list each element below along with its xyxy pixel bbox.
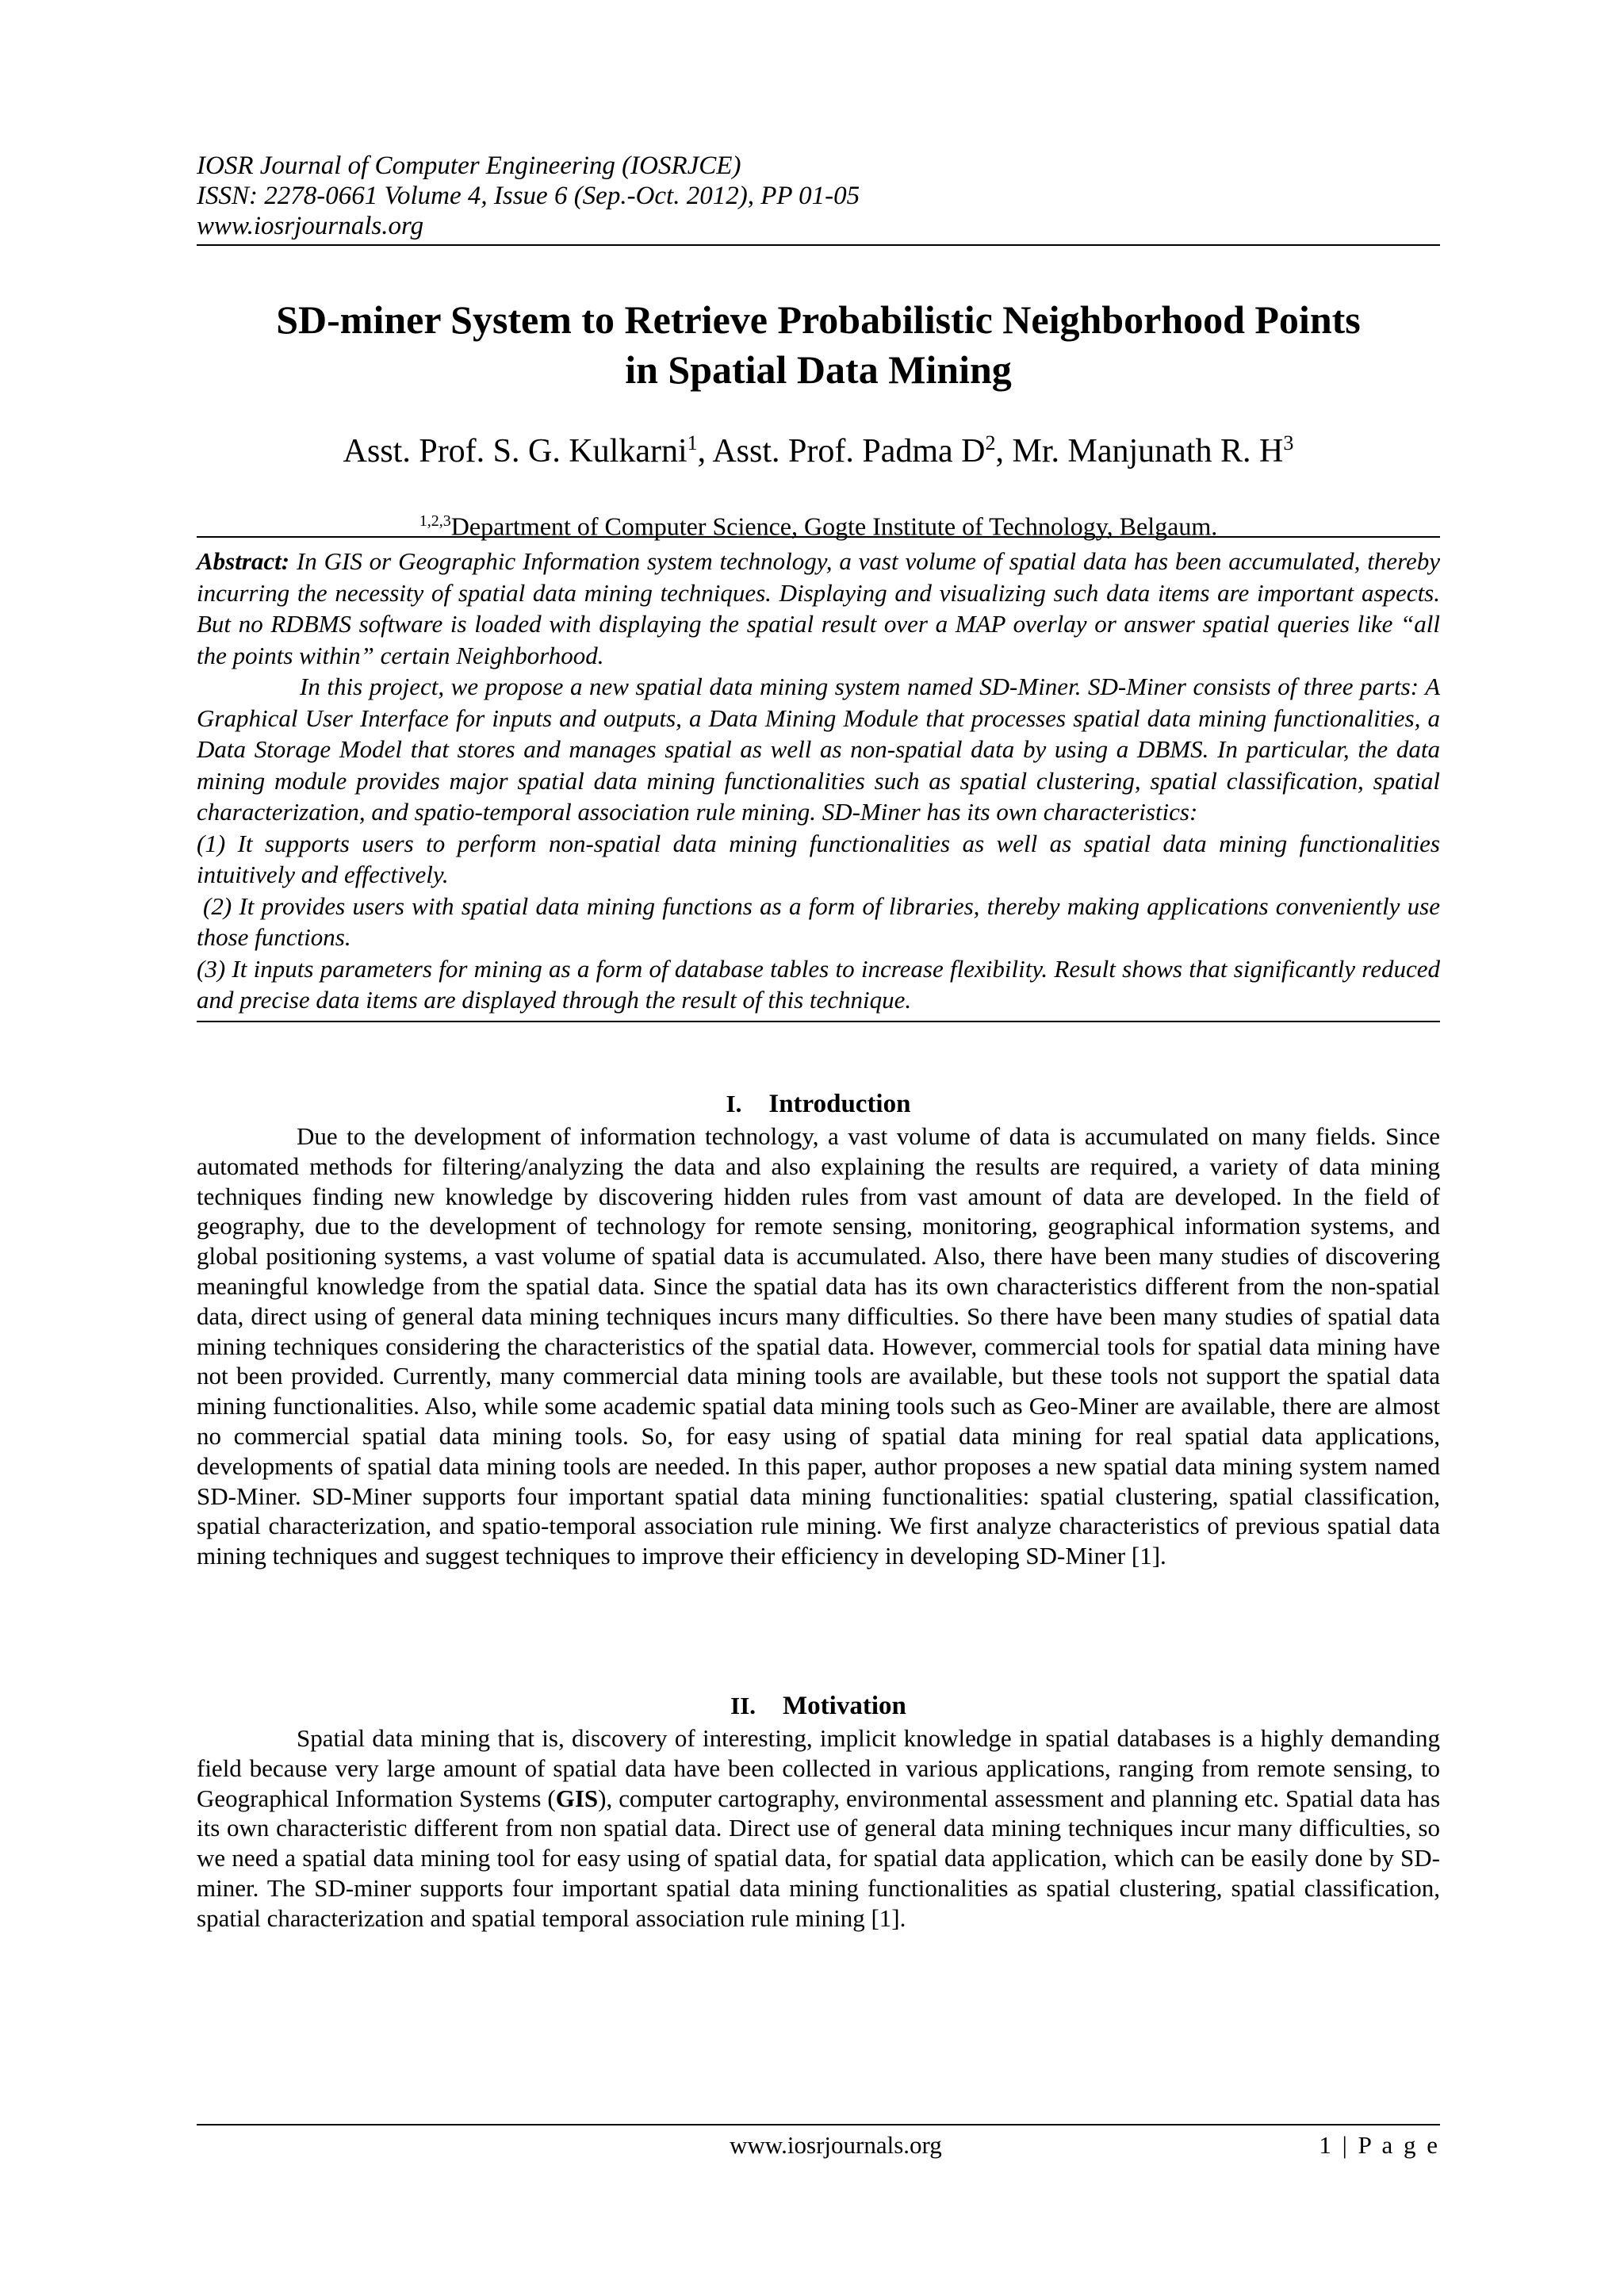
introduction-paragraph: Due to the development of information technology, a vast volume of data is accumulated on many fields. Since automated methods for filtering/analyzing the data and also explaining the results are required, a variety of data mining techniques finding new knowledge by discovering hidden rules from vast amount of data are developed. In the field of geography, due to the development of technology for remote sensing, monitoring, geographical information systems, and global positioning systems, a vast volume of spatial data is accumulated. Also, there have been many studies of discovering meaningful knowledge from the spatial data. Since the spatial data has its own characteristics different from the non-spatial data, direct using of general data mining techniques incurs many difficulties. So there have been many studies of spatial data mining techniques considering the characteristics of the spatial data. However, commercial tools for spatial data mining have not been provided. Currently, many commercial data mining tools are available, but these tools not support the spatial data mining functionalities. Also, while some academic spatial data mining tools such as Geo-Miner are available, there are almost no commercial spatial data mining tools. So, for easy using of spatial data mining for real spatial data applications, developments of spatial data mining tools are needed. In this paper, author proposes a new spatial data mining system named SD-Miner. SD-Miner supports four important spatial data mining functionalities: spatial clustering, spatial classification, spatial characterization, and spatio-temporal association rule mining. We first analyze characteristics of previous spatial data mining techniques and suggest techniques to improve their efficiency in developing SD-Miner [1]. <box>197 1122 1440 1570</box>
author-name: Mr. Manjunath R. H <box>1012 433 1284 470</box>
section-title: Introduction <box>768 1090 911 1118</box>
abstract-paragraph-2: In this project, we propose a new spatial data mining system named SD-Miner. SD-Miner consists of three parts: A Graphical User Interface for inputs and outputs, a Data Mining Module that processes spatial data mining functionalities, a Data Storage Model that stores and manages spatial as well as non-spatial data by using a DBMS. In particular, the data mining module provides major spatial data mining functionalities such as spatial clustering, spatial classification, spatial characterization, and spatio-temporal association rule mining. SD-Miner has its own characteristics: <box>197 673 1440 826</box>
title-line-2: in Spatial Data Mining <box>625 347 1012 392</box>
author-name: Asst. Prof. S. G. Kulkarni <box>343 433 688 470</box>
footer-website: www.iosrjournals.org <box>730 2131 942 2159</box>
journal-website: www.iosrjournals.org <box>197 212 424 240</box>
journal-issn: ISSN: 2278-0661 Volume 4, Issue 6 (Sep.-Oct. 2012), PP 01-05 <box>197 182 860 210</box>
author-name: Asst. Prof. Padma D <box>712 433 986 470</box>
footer-divider <box>197 2124 1440 2125</box>
abstract-label: Abstract: <box>197 547 290 575</box>
affiliation-text: Department of Computer Science, Gogte Institute of Technology, Belgaum. <box>450 512 1218 541</box>
author-sup: 1 <box>687 431 698 454</box>
section-heading-motivation <box>197 1690 1440 1722</box>
author-list <box>197 423 1440 472</box>
motivation-text-a: Spatial data mining that is, discovery of interesting, implicit knowledge in spatial databases is a highly demanding field because very large amount of spatial data have been collected in various applications, ranging from remote sensing, to Geographical Information Systems ( <box>197 1724 1440 1812</box>
section-heading-introduction <box>197 1088 1440 1120</box>
abstract-point-3: (3) It inputs parameters for mining as a form of database tables to increase flexibility. Result shows that significantly reduced and precise data items are displayed through the result of this technique. <box>197 954 1440 1014</box>
section-number: I. <box>726 1090 742 1117</box>
affiliation-sup: 1,2,3 <box>419 512 451 530</box>
page-number: 1 | P a g e <box>1319 2131 1440 2159</box>
title-line-1: SD-miner System to Retrieve Probabilistic Neighborhood Points <box>276 297 1361 342</box>
motivation-paragraph <box>197 1723 1440 1934</box>
abstract-point-2: (2) It provides users with spatial data mining functions as a form of libraries, thereby making applications conveniently use those functions. <box>197 891 1440 951</box>
author-sup: 3 <box>1283 431 1294 454</box>
journal-name: IOSR Journal of Computer Engineering (IOSRJCE) <box>197 151 741 180</box>
motivation-text-b: ), computer cartography, environmental assessment and planning etc. Spatial data has its own characteristic different from non spatial data. Direct use of general data mining techniques incur many difficulties, so we need a spatial data mining tool for easy using of spatial data, for spatial data application, which can be easily done by SD-miner. The SD-miner supports four important spatial data mining functionalities as spatial clustering, spatial classification, spatial characterization and spatial temporal association rule mining [1]. <box>197 1784 1441 1932</box>
motivation-body <box>197 1723 1440 1934</box>
journal-header <box>197 151 1440 246</box>
abstract-point-1: (1) It supports users to perform non-spatial data mining functionalities as well as spatial data mining functionalities intuitively and effectively. <box>197 829 1440 888</box>
author-separator: , <box>995 433 1013 470</box>
author-sup: 2 <box>985 431 996 454</box>
gis-term: GIS <box>555 1784 599 1812</box>
paper-title <box>197 295 1440 395</box>
abstract-paragraph-1 <box>197 546 1440 671</box>
section-title: Motivation <box>783 1692 906 1720</box>
introduction-body <box>197 1121 1440 1571</box>
section-number: II. <box>730 1692 756 1719</box>
author-separator: , <box>697 433 713 470</box>
abstract-text-1: In GIS or Geographic Information system technology, a vast volume of spatial data has been accumulated, thereby incurring the necessity of spatial data mining techniques. Displaying and visualizing such data items are important aspects. But no RDBMS software is loaded with displaying the spatial result over a MAP overlay or answer spatial queries like “all the points within” certain Neighborhood. <box>197 547 1441 669</box>
abstract <box>197 536 1440 1022</box>
